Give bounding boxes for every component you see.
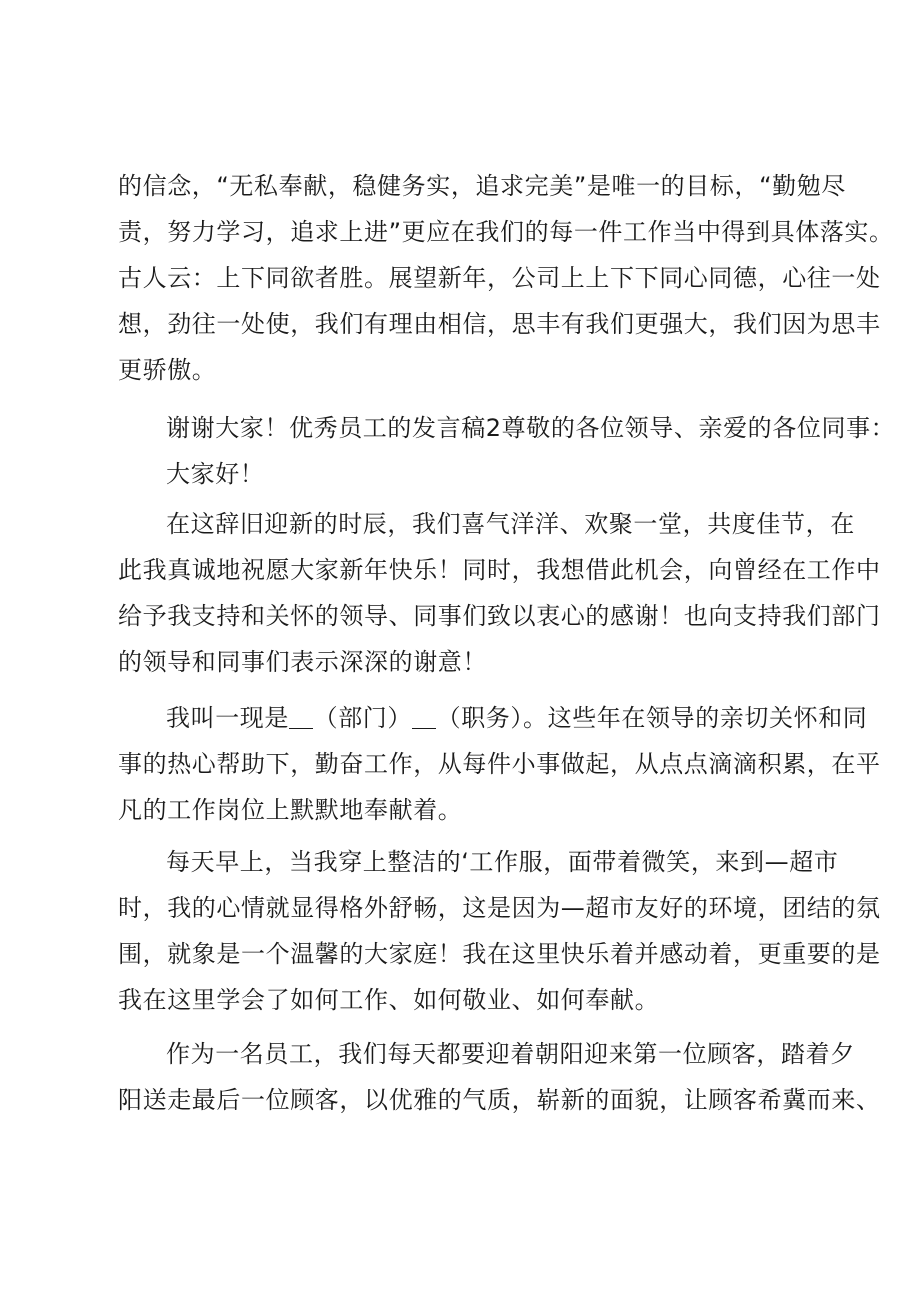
text-line: 谢谢大家！优秀员工的发言稿2尊敬的各位领导、亲爱的各位同事： [166, 414, 896, 442]
text-line: 大家好！ [166, 460, 265, 488]
text-line: 作为一名员工，我们每天都要迎着朝阳迎来第一位顾客，踏着夕 [166, 1040, 855, 1068]
text-line: 我在这里学会了如何工作、如何敬业、如何奉献。 [118, 986, 660, 1014]
text-line: 围，就象是一个温馨的大家庭！我在这里快乐着并感动着，更重要的是 [118, 940, 881, 968]
text-line: 想，劲往一处使，我们有理由相信，思丰有我们更强大，我们因为思丰 [118, 310, 881, 338]
text-line: 凡的工作岗位上默默地奉献着。 [118, 796, 463, 824]
text-line: 古人云：上下同欲者胜。展望新年，公司上上下下同心同德，心往一处 [118, 264, 881, 292]
text-line: 在这辞旧迎新的时辰，我们喜气洋洋、欢聚一堂，共度佳节，在 [166, 510, 855, 538]
text-line: 阳送走最后一位顾客，以优雅的气质，崭新的面貌，让顾客希冀而来、 [118, 1086, 881, 1114]
text-line: 我叫一现是＿（部门）＿（职务）。这些年在领导的亲切关怀和同 [166, 704, 868, 732]
text-line: 责，努力学习，追求上进”更应在我们的每一件工作当中得到具体落实。 [118, 218, 894, 246]
text-line: 时，我的心情就显得格外舒畅，这是因为—超市友好的环境，团结的氛 [118, 894, 881, 922]
text-line: 的领导和同事们表示深深的谢意！ [118, 648, 487, 676]
text-line: 的信念，“无私奉献，稳健务实，追求完美”是唯一的目标，“勤勉尽 [118, 172, 846, 200]
text-line: 事的热心帮助下，勤奋工作，从每件小事做起，从点点滴滴积累，在平 [118, 750, 881, 778]
text-line: 更骄傲。 [118, 356, 217, 384]
text-line: 此我真诚地祝愿大家新年快乐！同时，我想借此机会，向曾经在工作中 [118, 556, 881, 584]
text-line: 每天早上，当我穿上整洁的‘工作服，面带着微笑，来到—超市 [166, 848, 839, 876]
text-line: 给予我支持和关怀的领导、同事们致以衷心的感谢！也向支持我们部门 [118, 602, 881, 630]
